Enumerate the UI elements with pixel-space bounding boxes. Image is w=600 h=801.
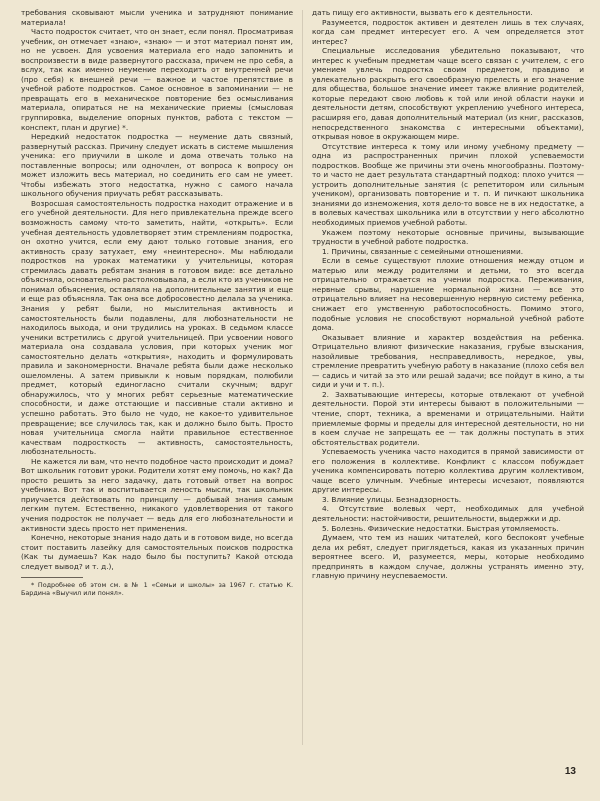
paragraph: Конечно, некоторые знания надо дать и в готовом виде, но всегда стоит поставить лазейку для самостоятельных поисков подростка (Как ты думаешь? Как надо было бы поступить? Какой отсюда следует вывод? и т. д.), (21, 533, 293, 571)
footnote: * Подробнее об этом см. в № 1 «Семьи и школы» за 1967 г. статью К. Бардина «Выучил или понял». (21, 581, 293, 598)
paragraph: Разумеется, подросток активен и деятелен лишь в тех случаях, когда сам предмет интересует его. А чем определяется этот интерес? (312, 17, 584, 46)
paragraph: Часто подросток считает, что он знает, если понял. Просматривая учебник, он отмечает «знаю», «знаю» — и этот материал понят им, но не усвоен. Для усвоения материала его надо запомнить и воспроизвести в виде развернутого рассказа, причем не про себя, а вслух, так как именно неумение переходить от внутренней речи (про себя) к внешней речи — важное и частое препятствие в учебной работе подростков. Самое основное в запоминании — не превращать его в механическое повторение без осмысливания материала, опираться не на механические приемы (смысловая группировка, выделение опорных пунктов, работа с текстом — конспект, план и другие) *. (21, 27, 293, 132)
paragraph: Думаем, что тем из наших читателей, кого беспокоят учебные дела их ребят, следует приглядеться, какая из указанных причин вероятнее всего. И, разумеется, меры, которые необходимо предпринять в каждом случае, должны устранять именно эту, главную причину неуспеваемости. (312, 533, 584, 581)
paragraph: Если в семье существуют плохие отношения между отцом и матерью или между родителями и детьми, то это всегда отрицательно отражается на учении подростка. Переживания, нервные срывы, нарушение нормальной жизни — все это отрицательно влияет на несовершенную нервную систему ребенка, снижает его умственную работоспособность. Помимо этого, подобные условия не способствуют нормальной учебной работе дома. (312, 256, 584, 333)
paragraph: Отсутствие интереса к тому или иному учебному предмету — одна из распространенных причин плохой успеваемости подростков. Вообще же причины эти очень многообразны. Поэтому-то и часто не дает результата стандартный подход: плохо учится — устроить дополнительные занятия (с репетитором или сильным учеником), организовать повторение и т. п. И пичкают школьника знаниями до изнеможения, хотя дело-то вовсе не в их недостатке, а в волевых качествах школьника или в отсутствии у него абсолютно необходимых приемов учебной работы. (312, 141, 584, 228)
list-item: 2. Захватывающие интересы, которые отвлекают от учебной деятельности. Порой эти интересы бывают в положительными — чтение, спорт, техника, а временами и отрицательными. Найти приемлемые формы и пределы для интересной деятельности, но ни в коем случае не запрещать ее — так должны поступать в этих обстоятельствах родители. (312, 389, 584, 447)
right-column (312, 8, 584, 581)
paragraph: дать пищу его активности, вызвать его к деятельности. (312, 8, 533, 17)
paragraph: Возросшая самостоятельность подростка находит отражение и в его учебной деятельности. Для него привлекательна прежде всего возможность самому что-то заметить, найти, «открыть». Если учебная деятельность удовлетворяет этим стремлениям подростка, он охотно учится, если ему дают только готовые знания, его активность сразу затухает, ему «неинтересно». Мы наблюдали подростков на уроках математики у учительницы, которая стремилась давать ребятам знания в готовом виде: все детально объясняла, основательно растолковывала, а если кто из учеников не понимал объяснения, оставляла на дополнительные занятия и еще и еще раз объясняла. Так она все добросовестно делала за ученика. Знания у ребят были, но мыслительная активность и самостоятельность были подавлены, для любознательности не находилось выхода, и они трудились на уроках. В седьмом классе ученики встретились с другой учительницей. При усвоении нового материала она создавала условия, при которых ученик мог самостоятельно делать «открытия», находить и формулировать правила и закономерности. Вначале ребята были даже несколько ошеломлены. А затем привыкли к новым порядкам, полюбили предмет, который единогласно считали скучным; вдруг обнаружилось, что у многих ребят серьезные математические способности, и даже отстающие и пассивные стали активно и успешно работать. Это было не чудо, не какое-то удивительное превращение; все случилось так, как и должно было быть. Просто новая учительница смогла найти правильное естественное качествам подросткость — активность, самостоятельность, любознательность. (21, 198, 293, 457)
column-gutter (302, 10, 303, 745)
paragraph: Успеваемость ученика часто находится в прямой зависимости от его положения в коллективе. Конфликт с классом побуждает ученика компенсировать потерю коллектива другим коллективом, чаще всего уличным. Учебные интересы исчезают, появляются другие интересы. (312, 447, 584, 495)
list-item: 1. Причины, связанные с семейными отношениями. (322, 246, 524, 256)
list-item: 4. Отсутствие волевых черт, необходимых для учебной деятельности: настойчивости, решительности, выдержки и др. (312, 504, 584, 523)
left-column (21, 8, 293, 598)
paragraph: Оказывает влияние и характер воздействия на ребенка. Отрицательно влияют физические наказания, грубые взыскания, назойливые требования, несправедливость, нередкое, увы, стремление превратить учебную работу в наказание (плохо себя вел — садись и читай за это или решай задачи; все пойдут в кино, а ты сиди и учи и т. п.). (312, 332, 584, 390)
paragraph: требования сковывают мысли ученика и затрудняют понимание материала! (21, 8, 293, 27)
footnote-rule (21, 577, 83, 578)
paragraph: Укажем поэтому некоторые основные причины, вызывающие трудности в учебной работе подростка. (312, 227, 584, 247)
paragraph: Не кажется ли вам, что нечто подобное часто происходит и дома? Вот школьник готовит уроки. Родители хотят ему помочь, но как? Да просто решить за него задачку, дать готовый ответ на вопрос учебника. Вот так и воспитывается леность мысли, так школьник приучается действовать по принципу — добывай знания самым легким путем. Естественно, никакого удовлетворения от такого учения подросток не получает — ведь для его любознательности и активности здесь просто нет применения. (21, 456, 293, 533)
list-item: 5. Болезнь. Физические недостатки. Быстрая утомляемость. (322, 523, 559, 533)
paragraph: Нередкий недостаток подростка — неумение дать связный, развернутый рассказ. Причину следует искать в системе мышления ученика: его приучили в школе и дома отвечать только на поставленные вопросы; или одночлен, от вопроса к вопросу он может изложить весь материал, но соединить его сам не умеет. Чтобы избежать этого недостатка, нужно с самого начала школьного обучения приучать ребят рассказывать. (21, 132, 293, 199)
paragraph: Специальные исследования убедительно показывают, что интерес к учебным предметам чаще всего связан с учителем, с его умением увлечь подростка своим предметом, правдиво и увлекательно раскрыть его своеобразную прелесть и его значение для общества, большое значение имеет также влияние родителей, которые передают свою любовь к той или иной области науки и деятельности детям, способствуют укреплению учебного интереса, расширяя его, давая дополнительный материал (из книг, рассказов, непосредственного знакомства с интересными объектами), открывая новое в окружающем мире. (312, 46, 584, 142)
page-number: 13 (564, 766, 576, 777)
list-item: 3. Влияние улицы. Безнадзорность. (322, 494, 462, 504)
